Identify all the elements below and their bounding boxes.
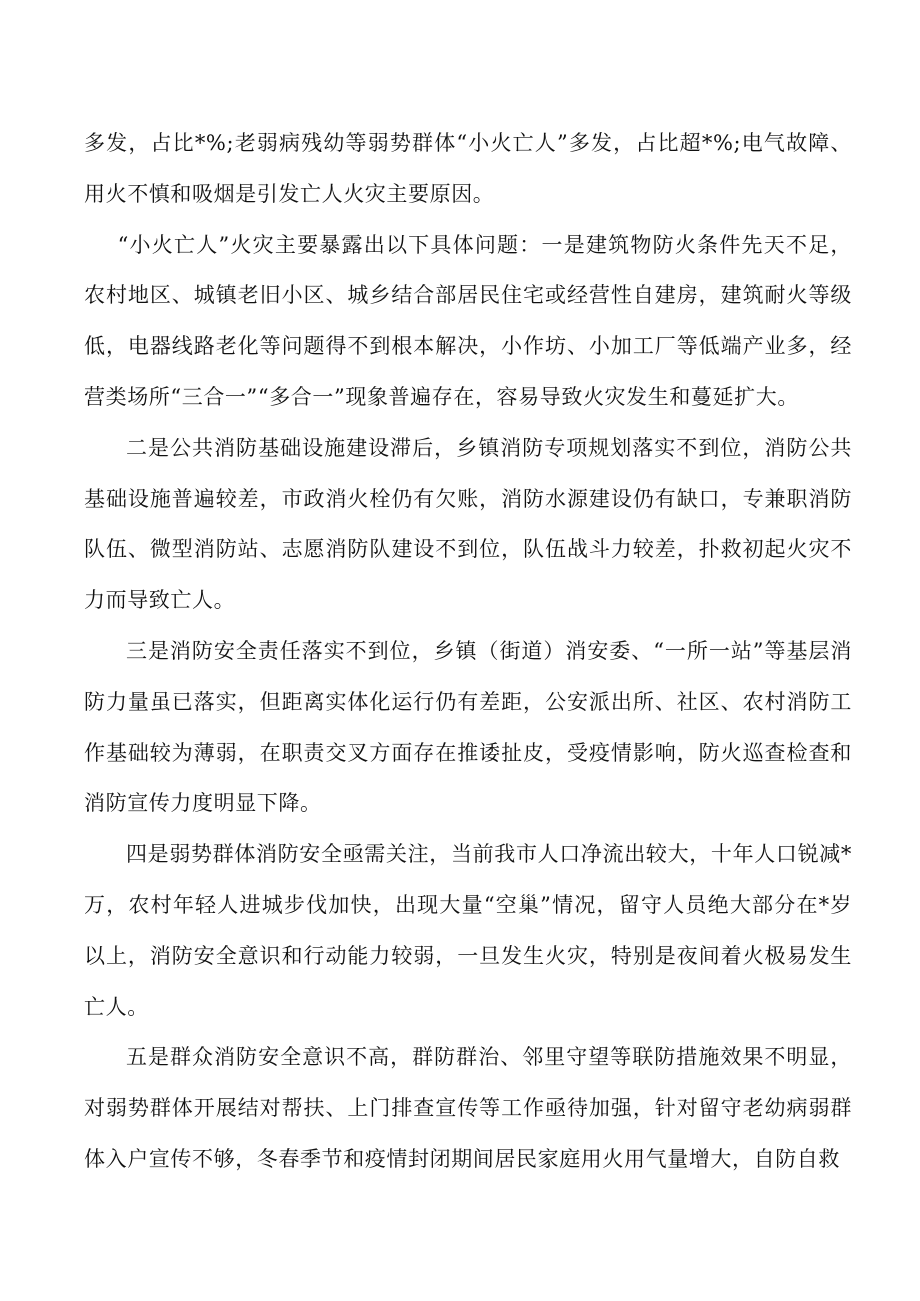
paragraph-point-two: 二是公共消防基础设施建设滞后，乡镇消防专项规划落实不到位，消防公共基础设施普遍较差，市政消火栓仍有欠账，消防水源建设仍有缺口，专兼职消防队伍、微型消防站、志愿消防队建设不到位，队伍战斗力较差，扑救初起火灾不力而导致亡人。	[84, 435, 852, 613]
paragraph-point-four: 四是弱势群体消防安全亟需关注，当前我市人口净流出较大，十年人口锐减*万，农村年轻人进城步伐加快，出现大量“空巢”情况，留守人员绝大部分在*岁以上，消防安全意识和行动能力较弱，一旦发生火灾，特别是夜间着火极易发生亡人。	[84, 842, 852, 1019]
paragraph-point-five: 五是群众消防安全意识不高，群防群治、邻里守望等联防措施效果不明显，对弱势群体开展结对帮扶、上门排查宣传等工作亟待加强，针对留守老幼病弱群体入户宣传不够，冬春季节和疫情封闭期间居民家庭用火用气量增大，自防自救	[84, 1045, 852, 1171]
document-body	[84, 118, 852, 1185]
paragraph-point-three: 三是消防安全责任落实不到位，乡镇（街道）消安委、“一所一站”等基层消防力量虽已落实，但距离实体化运行仍有差距，公安派出所、社区、农村消防工作基础较为薄弱，在职责交叉方面存在推诿扯皮，受疫情影响，防火巡查检查和消防宣传力度明显下降。	[84, 638, 852, 816]
paragraph-continuation: 多发，占比*%;老弱病残幼等弱势群体“小火亡人”多发，占比超*%;电气故障、用火不慎和吸烟是引发亡人火灾主要原因。	[84, 131, 852, 206]
paragraph-problems-intro: “小火亡人”火灾主要暴露出以下具体问题：一是建筑物防火条件先天不足，农村地区、城镇老旧小区、城乡结合部居民住宅或经营性自建房，建筑耐火等级低，电器线路老化等问题得不到根本解决，小作坊、小加工厂等低端产业多，经营类场所“三合一”“多合一”现象普遍存在，容易导致火灾发生和蔓延扩大。	[84, 232, 852, 409]
